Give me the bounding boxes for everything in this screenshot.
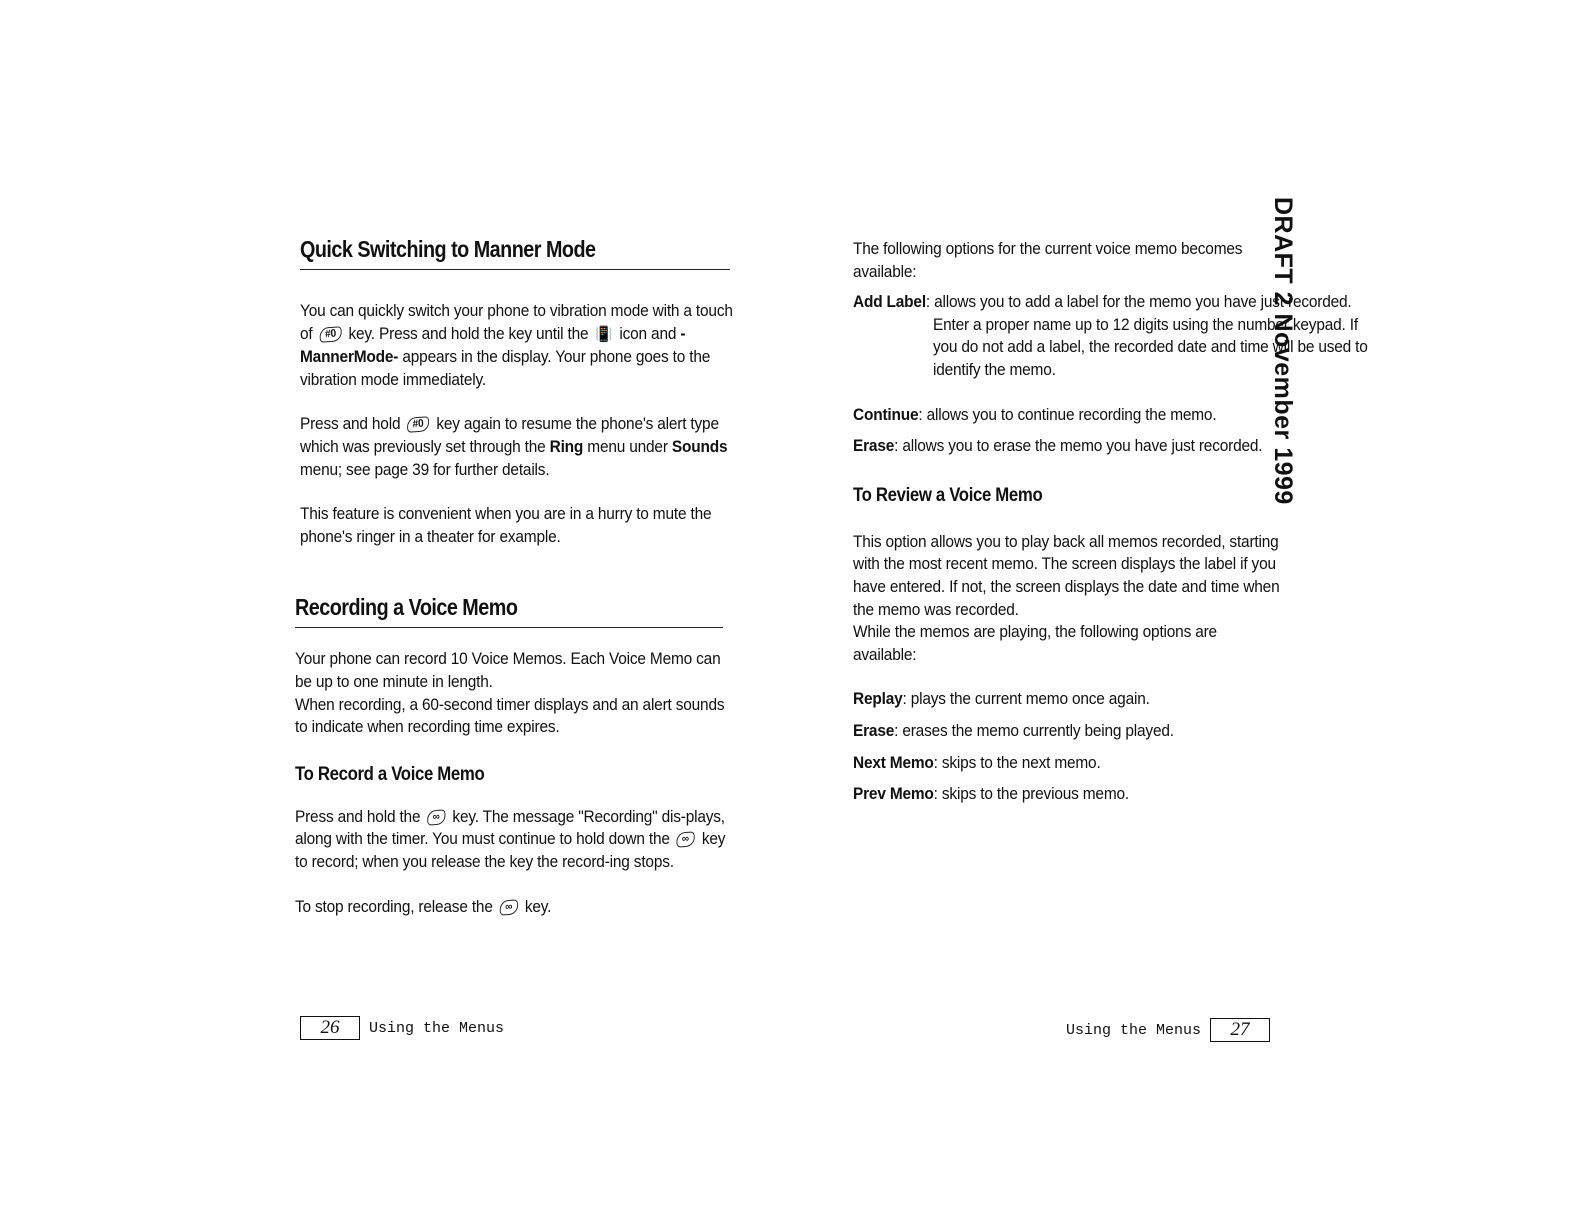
option-continue: Continue: allows you to continue recording the memo. [853,404,1217,424]
option-text: allows you to continue recording the memo. [926,404,1217,424]
footer-label: Using the Menus [1066,1021,1202,1039]
option-text: skips to the previous memo. [941,784,1129,804]
left-footer [300,1016,504,1040]
left-page [295,236,740,918]
option-erase-playing: Erase: erases the memo currently being played. [853,720,1174,740]
option-label: Continue [853,404,919,424]
voice-paragraph-1: Your phone can record 10 Voice Memos. Each Voice Memo can be up to one minute in length. [295,649,721,691]
text-span: Press and hold the [295,806,421,826]
draft-watermark: DRAFT 2 November 1999 [1269,197,1297,505]
ring-menu-label: Ring [549,436,584,456]
option-add-label: Add Label: allows you to add a label for the memo you have just recorded. Enter a proper name up to 12 digits using the number keypad. If you do not add a label, the recorded date and time will be used to identify the memo. [853,292,1368,379]
manner-paragraph-1 [300,300,737,391]
option-label: Erase [853,436,895,456]
record-paragraph-2 [295,896,732,919]
text-span: key. Press and hold the key until the [348,323,589,343]
text-span: To stop recording, release the [295,896,493,916]
heading-rule [300,269,730,270]
voice-paragraph-2: When recording, a 60-second timer displays and an alert sounds to indicate when recording time expires. [295,694,725,737]
voice-memo-heading: Recording a Voice Memo [295,594,518,621]
options-intro: The following options for the current voice memo becomes available: [853,239,1243,281]
option-label: Erase [853,720,895,740]
review-paragraph-2: While the memos are playing, the following options are available: [853,622,1217,664]
right-footer [1066,1018,1270,1042]
option-next-memo: Next Memo: skips to the next memo. [853,752,1101,772]
manner-paragraph-3: This feature is convenient when you are in a hurry to mute the phone's ringer in a theater for example. [300,504,712,546]
text-span: key. [524,896,552,916]
heading-rule [295,627,723,628]
vibration-icon: 📳 [595,325,613,343]
option-label: Replay [853,689,903,709]
option-label: Next Memo [853,752,934,772]
right-page [853,238,1368,806]
text-span: appears in the display. Your phone goes to the vibration mode immediately. [300,347,711,389]
page-number: 27 [1210,1018,1270,1042]
text-span: key again to resume the phone's alert type which was previously set through the [300,414,719,456]
option-text: plays the current memo once again. [910,689,1150,709]
hash-key-icon: #0 [319,326,342,343]
text-span: key to record; when you release the key the record-ing stops. [295,829,726,871]
manner-mode-label: -MannerMode- [300,323,686,367]
record-memo-heading: To Record a Voice Memo [295,762,485,785]
option-label: Add Label [853,292,926,312]
sounds-menu-label: Sounds [671,436,728,456]
option-label: Prev Memo [853,784,934,804]
review-memo-heading: To Review a Voice Memo [853,483,1043,506]
page-number: 26 [300,1016,360,1040]
option-text: allows you to erase the memo you have just recorded. [902,436,1263,456]
text-span: icon and [619,323,677,343]
review-paragraph-1: This option allows you to play back all memos recorded, starting with the most recent memo. The screen displays the label if you have entered. If not, the screen displays the date and time when the memo was recorded. [853,531,1280,619]
manner-mode-heading: Quick Switching to Manner Mode [300,236,596,262]
memo-key-icon: ∞ [676,832,695,848]
record-paragraph-1 [295,806,732,874]
option-prev-memo: Prev Memo: skips to the previous memo. [853,784,1129,804]
manner-paragraph-2 [300,413,737,481]
option-replay: Replay: plays the current memo once again. [853,689,1150,709]
text-span: menu; see page 39 for further details. [300,459,550,479]
memo-key-icon: ∞ [499,899,518,915]
option-erase: Erase: allows you to erase the memo you have just recorded. [853,436,1263,456]
option-text: skips to the next memo. [941,752,1101,772]
option-text: allows you to add a label for the memo you have just recorded. Enter a proper name up to 12 digits using the number keypad. If you do not add a label, the recorded date and time will be used to identify the memo. [932,292,1368,379]
footer-label: Using the Menus [369,1019,505,1037]
text-span: Press and hold [300,414,401,434]
option-text: erases the memo currently being played. [902,720,1174,740]
text-span: You can quickly switch your phone to vibration mode with a touch of [300,301,733,343]
hash-key-icon: #0 [407,417,430,434]
text-span: menu under [587,436,668,456]
text-span: key. The message "Recording" dis-plays, along with the timer. You must continue to hold down the [295,806,725,849]
memo-key-icon: ∞ [427,809,446,825]
